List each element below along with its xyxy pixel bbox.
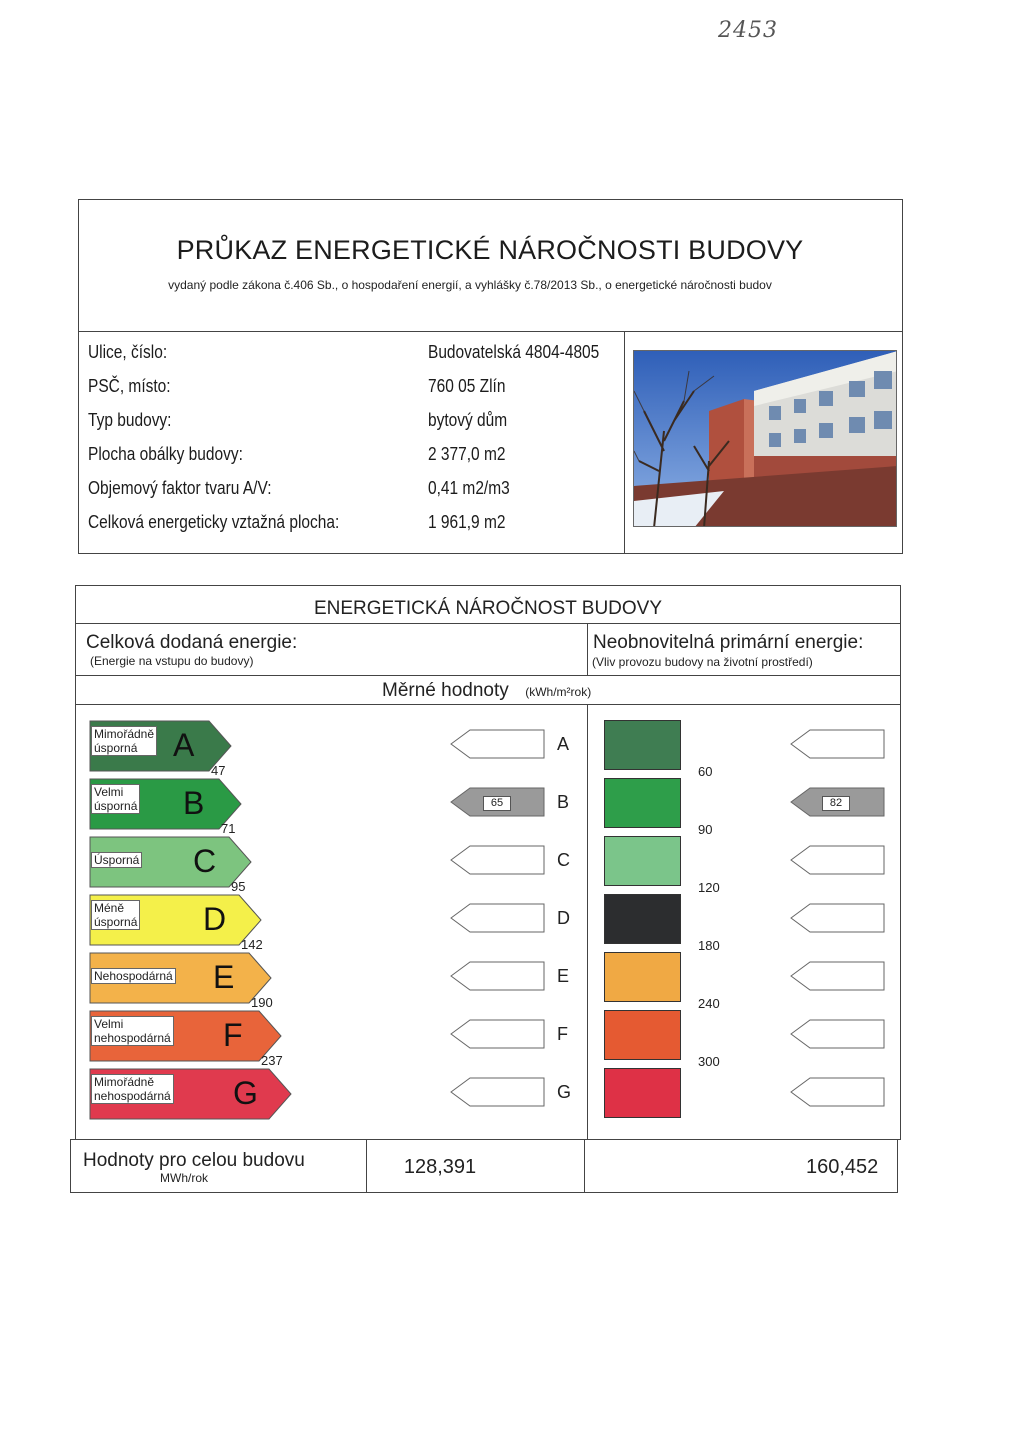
indicator-slot — [450, 903, 546, 935]
photo-divider — [624, 331, 625, 554]
specific-values-divider — [75, 704, 901, 705]
primary-class-square-g — [604, 1068, 681, 1118]
indicator-slot — [790, 729, 886, 761]
info-value: 2 377,0 m2 — [428, 444, 506, 464]
info-value: bytový dům — [428, 410, 508, 430]
class-letter-mid: E — [557, 966, 570, 986]
threshold-delivered: 47 — [211, 763, 226, 778]
info-label: PSČ, místo: — [88, 376, 171, 396]
class-label-line: Mimořádně — [94, 727, 155, 741]
info-value: Budovatelská 4804-4805 — [428, 342, 600, 362]
class-label-line: Velmi — [94, 1017, 124, 1031]
info-label: Typ budovy: — [88, 410, 172, 430]
class-letter-a: A — [173, 727, 195, 763]
class-letter-mid: F — [557, 1024, 568, 1044]
class-label-line: Mimořádně — [94, 1075, 155, 1089]
class-letter-mid: A — [557, 734, 570, 754]
energy-title-divider — [75, 623, 901, 624]
threshold-delivered: 142 — [241, 937, 263, 952]
class-label — [91, 1016, 174, 1046]
class-letter-b: B — [183, 785, 205, 821]
primary-class-square-e — [604, 952, 681, 1002]
indicator-slot — [450, 845, 546, 877]
energy-column-split-top — [587, 623, 588, 675]
class-label-line: nehospodárná — [94, 1089, 171, 1103]
threshold-primary: 90 — [698, 822, 713, 837]
threshold-primary: 180 — [698, 938, 720, 953]
class-letter-d: D — [203, 901, 227, 937]
indicator-slot — [790, 1019, 886, 1051]
threshold-primary: 300 — [698, 1054, 720, 1069]
class-letter-g: G — [233, 1075, 258, 1111]
total-delivered-energy: 128,391 — [403, 1156, 477, 1178]
totals-unit: MWh/rok — [160, 1171, 208, 1185]
totals-label: Hodnoty pro celou budovu — [83, 1150, 305, 1171]
delivered-energy-subtitle: (Energie na vstupu do budovy) — [90, 654, 254, 668]
info-label: Plocha obálky budovy: — [88, 444, 243, 464]
class-letter-mid: G — [557, 1082, 572, 1102]
indicator-slot — [790, 1077, 886, 1109]
class-letter-c: C — [193, 843, 217, 879]
indicator-slot — [450, 729, 546, 761]
indicator-slot — [790, 961, 886, 993]
document-subtitle: vydaný podle zákona č.406 Sb., o hospodaření energií, a vyhlášky č.78/2013 Sb., o energetické náročnosti budov — [168, 278, 772, 292]
indicator-slot — [790, 903, 886, 935]
energy-columns-divider — [75, 675, 901, 676]
specific-values-header — [382, 680, 591, 702]
threshold-delivered: 190 — [251, 995, 273, 1010]
class-label-line: Velmi — [94, 785, 124, 799]
primary-energy-title: Neobnovitelná primární energie: — [593, 632, 864, 653]
info-label: Celková energeticky vztažná plocha: — [88, 512, 340, 532]
info-label: Objemový faktor tvaru A/V: — [88, 478, 272, 498]
primary-class-square-f — [604, 1010, 681, 1060]
document-title: PRŮKAZ ENERGETICKÉ NÁROČNOSTI BUDOVY — [176, 235, 804, 265]
specific-values-unit: (kWh/m²rok) — [525, 685, 592, 699]
class-label — [91, 784, 140, 814]
threshold-delivered: 95 — [231, 879, 246, 894]
primary-energy-subtitle: (Vliv provozu budovy na životní prostředí) — [592, 655, 813, 669]
class-label: Nehospodárná — [91, 968, 176, 984]
class-label — [91, 1074, 174, 1104]
class-label-line: nehospodárná — [94, 1031, 171, 1045]
class-label — [91, 900, 140, 930]
class-letter-e: E — [213, 959, 235, 995]
info-value: 760 05 Zlín — [428, 376, 506, 396]
class-label-line: Méně — [94, 901, 125, 915]
indicator-slot — [450, 1077, 546, 1109]
handwritten-note: 2453 — [718, 18, 778, 43]
energy-column-split — [587, 704, 588, 1140]
indicator-slot — [450, 1019, 546, 1051]
threshold-delivered: 71 — [221, 821, 236, 836]
class-letter-mid: C — [557, 850, 570, 870]
info-label: Ulice, číslo: — [88, 342, 168, 362]
primary-class-square-b — [604, 778, 681, 828]
threshold-primary: 60 — [698, 764, 713, 779]
threshold-delivered: 237 — [261, 1053, 283, 1068]
primary-class-square-d — [604, 894, 681, 944]
class-label-line: úsporná — [94, 915, 138, 929]
primary-class-square-c — [604, 836, 681, 886]
total-primary-energy: 160,452 — [806, 1156, 879, 1178]
specific-values-title: Měrné hodnoty — [382, 680, 509, 701]
class-label: Úsporná — [91, 852, 142, 868]
energy-section-title: ENERGETICKÁ NÁROČNOST BUDOVY — [313, 598, 663, 619]
threshold-primary: 120 — [698, 880, 720, 895]
building-photo — [633, 350, 897, 527]
class-label-line: úsporná — [94, 799, 138, 813]
primary-energy-value: 82 — [822, 796, 850, 811]
delivered-energy-value: 65 — [483, 796, 511, 811]
class-letter-f: F — [223, 1017, 243, 1053]
class-letter-mid: B — [557, 792, 570, 812]
indicator-slot — [790, 845, 886, 877]
class-label — [91, 726, 157, 756]
header-divider — [78, 331, 903, 332]
primary-class-square-a — [604, 720, 681, 770]
delivered-energy-title: Celková dodaná energie: — [86, 632, 298, 653]
class-letter-mid: D — [557, 908, 570, 928]
info-value: 0,41 m2/m3 — [428, 478, 510, 498]
indicator-slot — [450, 961, 546, 993]
info-value: 1 961,9 m2 — [428, 512, 506, 532]
threshold-primary: 240 — [698, 996, 720, 1011]
class-label-line: úsporná — [94, 741, 138, 755]
